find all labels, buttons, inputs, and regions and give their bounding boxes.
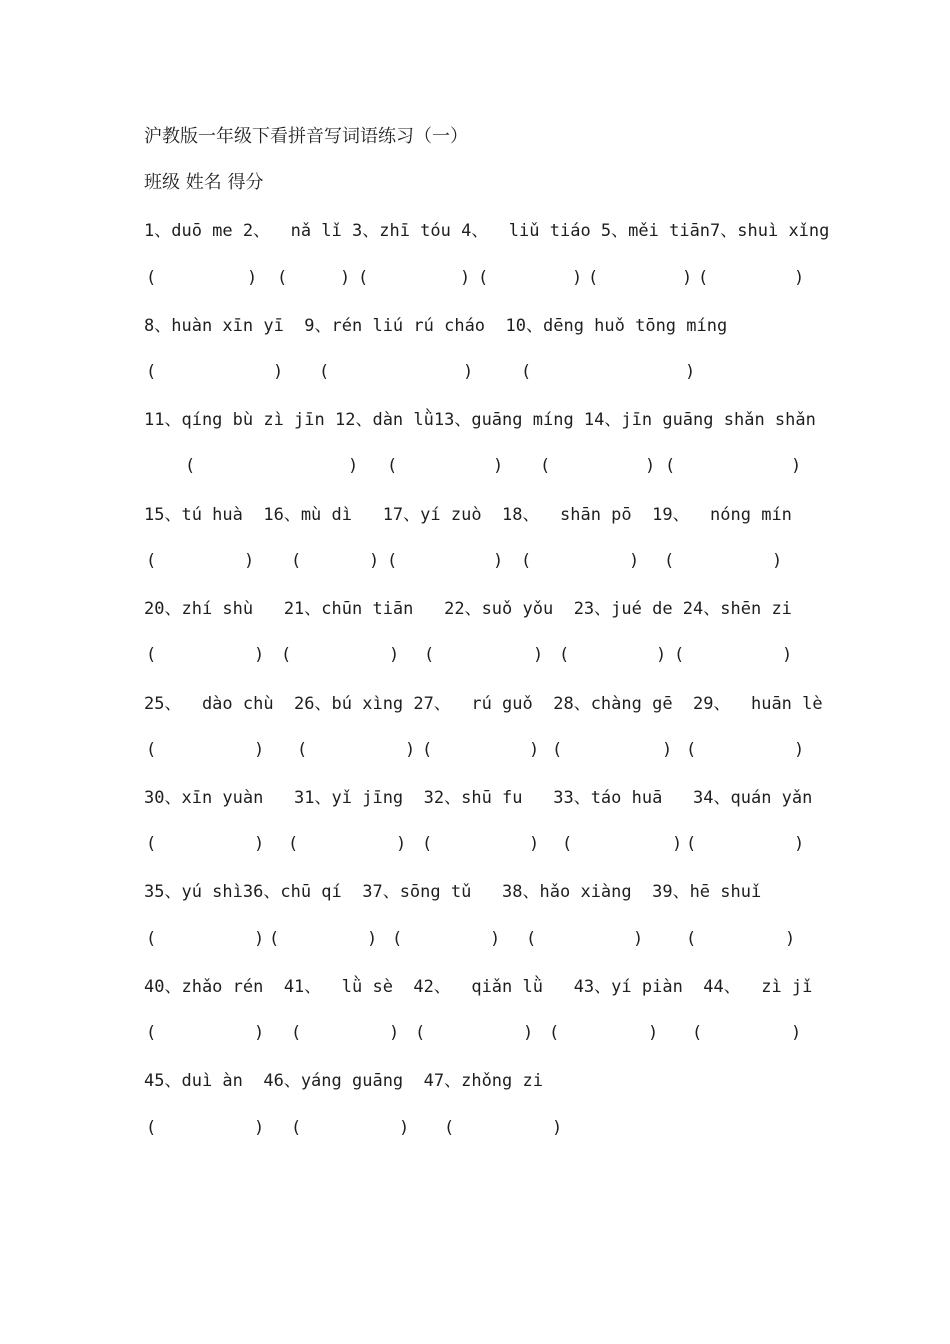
open-paren: ( <box>146 551 157 571</box>
open-paren: ( <box>146 834 157 854</box>
open-paren: ( <box>146 929 157 949</box>
close-paren: ) <box>254 645 265 665</box>
close-paren: ) <box>552 1118 563 1138</box>
open-paren: ( <box>269 929 280 949</box>
close-paren: ) <box>656 645 667 665</box>
open-paren: ( <box>444 1118 455 1138</box>
close-paren: ) <box>254 1023 265 1043</box>
open-paren: ( <box>392 929 403 949</box>
student-info-line: 班级 姓名 得分 <box>144 172 264 193</box>
close-paren: ) <box>340 268 351 288</box>
close-paren: ) <box>672 834 683 854</box>
open-paren: ( <box>692 1023 703 1043</box>
open-paren: ( <box>288 834 299 854</box>
open-paren: ( <box>422 834 433 854</box>
open-paren: ( <box>552 740 563 760</box>
pinyin-line: 35、yú shì36、chū qí 37、sōng tǔ 38、hǎo xiàng 39、hē shuǐ <box>144 882 762 902</box>
pinyin-line: 1、duō me 2、 nǎ lǐ 3、zhī tóu 4、 liǔ tiáo 5、měi tiān7、shuì xǐng <box>144 221 830 241</box>
open-paren: ( <box>146 268 157 288</box>
open-paren: ( <box>521 362 532 382</box>
open-paren: ( <box>422 740 433 760</box>
close-paren: ) <box>533 645 544 665</box>
open-paren: ( <box>146 645 157 665</box>
open-paren: ( <box>540 456 551 476</box>
open-paren: ( <box>478 268 489 288</box>
close-paren: ) <box>529 834 540 854</box>
open-paren: ( <box>358 268 369 288</box>
open-paren: ( <box>185 456 196 476</box>
open-paren: ( <box>559 645 570 665</box>
open-paren: ( <box>588 268 599 288</box>
close-paren: ) <box>791 1023 802 1043</box>
open-paren: ( <box>146 1023 157 1043</box>
close-paren: ) <box>794 268 805 288</box>
pinyin-line: 15、tú huà 16、mù dì 17、yí zuò 18、 shān pō 19、 nóng mín <box>144 505 792 525</box>
close-paren: ) <box>369 551 380 571</box>
close-paren: ) <box>396 834 407 854</box>
open-paren: ( <box>526 929 537 949</box>
open-paren: ( <box>291 551 302 571</box>
open-paren: ( <box>549 1023 560 1043</box>
close-paren: ) <box>493 551 504 571</box>
close-paren: ) <box>682 268 693 288</box>
open-paren: ( <box>146 362 157 382</box>
close-paren: ) <box>685 362 696 382</box>
close-paren: ) <box>254 740 265 760</box>
close-paren: ) <box>493 456 504 476</box>
close-paren: ) <box>572 268 583 288</box>
open-paren: ( <box>686 929 697 949</box>
close-paren: ) <box>633 929 644 949</box>
close-paren: ) <box>254 929 265 949</box>
close-paren: ) <box>348 456 359 476</box>
close-paren: ) <box>772 551 783 571</box>
close-paren: ) <box>405 740 416 760</box>
open-paren: ( <box>664 551 675 571</box>
open-paren: ( <box>387 456 398 476</box>
close-paren: ) <box>648 1023 659 1043</box>
close-paren: ) <box>367 929 378 949</box>
close-paren: ) <box>785 929 796 949</box>
open-paren: ( <box>146 740 157 760</box>
close-paren: ) <box>782 645 793 665</box>
close-paren: ) <box>791 456 802 476</box>
open-paren: ( <box>562 834 573 854</box>
pinyin-line: 8、huàn xīn yī 9、rén liú rú cháo 10、dēng huǒ tōng míng <box>144 316 728 336</box>
pinyin-line: 20、zhí shù 21、chūn tiān 22、suǒ yǒu 23、jué de 24、shēn zi <box>144 599 792 619</box>
worksheet-title: 沪教版一年级下看拼音写词语练习（一） <box>144 126 468 147</box>
open-paren: ( <box>415 1023 426 1043</box>
close-paren: ) <box>399 1118 410 1138</box>
close-paren: ) <box>523 1023 534 1043</box>
pinyin-line: 11、qíng bù zì jīn 12、dàn lǜ13、guāng míng 14、jīn guāng shǎn shǎn <box>144 410 816 430</box>
pinyin-line: 45、duì àn 46、yáng guāng 47、zhǒng zi <box>144 1071 543 1091</box>
open-paren: ( <box>146 1118 157 1138</box>
pinyin-line: 30、xīn yuàn 31、yǐ jīng 32、shū fu 33、táo huā 34、quán yǎn <box>144 788 813 808</box>
open-paren: ( <box>297 740 308 760</box>
open-paren: ( <box>424 645 435 665</box>
close-paren: ) <box>460 268 471 288</box>
open-paren: ( <box>686 834 697 854</box>
close-paren: ) <box>254 1118 265 1138</box>
close-paren: ) <box>490 929 501 949</box>
close-paren: ) <box>389 645 400 665</box>
open-paren: ( <box>281 645 292 665</box>
open-paren: ( <box>698 268 709 288</box>
open-paren: ( <box>521 551 532 571</box>
close-paren: ) <box>662 740 673 760</box>
open-paren: ( <box>387 551 398 571</box>
close-paren: ) <box>244 551 255 571</box>
close-paren: ) <box>273 362 284 382</box>
open-paren: ( <box>291 1118 302 1138</box>
open-paren: ( <box>686 740 697 760</box>
close-paren: ) <box>629 551 640 571</box>
close-paren: ) <box>463 362 474 382</box>
close-paren: ) <box>794 834 805 854</box>
pinyin-line: 25、 dào chù 26、bú xìng 27、 rú guǒ 28、chàng gē 29、 huān lè <box>144 694 823 714</box>
open-paren: ( <box>277 268 288 288</box>
close-paren: ) <box>529 740 540 760</box>
open-paren: ( <box>291 1023 302 1043</box>
open-paren: ( <box>674 645 685 665</box>
close-paren: ) <box>794 740 805 760</box>
close-paren: ) <box>247 268 258 288</box>
close-paren: ) <box>254 834 265 854</box>
pinyin-line: 40、zhǎo rén 41、 lǜ sè 42、 qiǎn lǜ 43、yí piàn 44、 zì jǐ <box>144 977 813 997</box>
open-paren: ( <box>319 362 330 382</box>
close-paren: ) <box>389 1023 400 1043</box>
open-paren: ( <box>665 456 676 476</box>
close-paren: ) <box>645 456 656 476</box>
